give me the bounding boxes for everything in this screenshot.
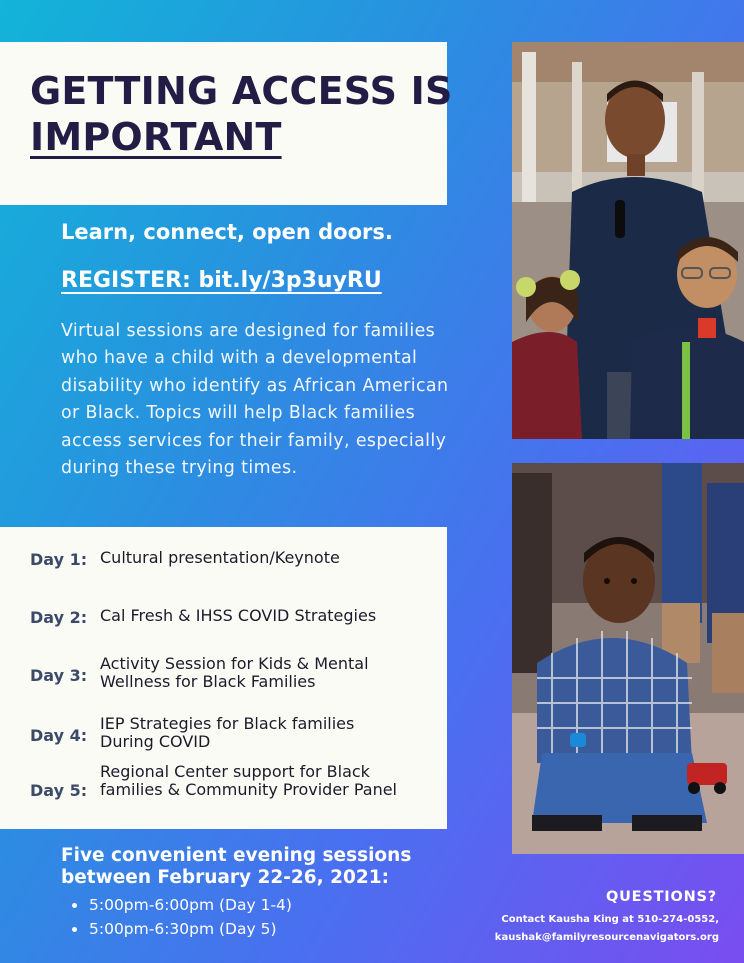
- contact-line-phone: Contact Kausha King at 510-274-0552,: [501, 914, 719, 925]
- day-description: Activity Session for Kids & Mental Wellness for Black Families: [100, 654, 369, 691]
- day-label: Day 1:: [30, 550, 88, 569]
- family-photo-illustration: [512, 42, 744, 439]
- tagline: Learn, connect, open doors.: [61, 220, 393, 244]
- day-description: IEP Strategies for Black families During COVID: [100, 714, 355, 751]
- list-item: [61, 893, 292, 917]
- page-title-line-1: GETTING ACCESS IS: [30, 69, 453, 113]
- day-description: Cultural presentation/Keynote: [100, 548, 340, 567]
- day-label: Day 2:: [30, 608, 88, 627]
- day-label: Day 5:: [30, 781, 88, 800]
- session-time: 5:00pm-6:30pm (Day 5): [89, 920, 277, 938]
- day-label: Day 3:: [30, 666, 88, 685]
- day-description: Regional Center support for Black families & Community Provider Panel: [100, 762, 397, 799]
- register-link[interactable]: REGISTER: bit.ly/3p3uyRU: [61, 268, 382, 293]
- contact-info: [495, 911, 719, 947]
- session-time: 5:00pm-6:00pm (Day 1-4): [89, 896, 292, 914]
- list-item: [61, 917, 292, 941]
- family-photo: [512, 42, 744, 439]
- title-panel: [0, 42, 453, 205]
- child-photo: [512, 463, 744, 854]
- bullet-icon: [72, 903, 77, 908]
- child-photo-illustration: [512, 463, 744, 854]
- schedule-panel: [0, 527, 447, 829]
- bullet-icon: [72, 927, 77, 932]
- questions-heading: QUESTIONS?: [605, 889, 717, 905]
- description-paragraph: Virtual sessions are designed for families who have a child with a developmental disability who identify as African American or Black. Topics will help Black families access services for their family, especially during these trying times.: [61, 321, 449, 479]
- session-times-list: [61, 893, 292, 941]
- contact-line-email[interactable]: kaushak@familyresourcenavigators.org: [494, 932, 719, 943]
- sessions-heading: Five convenient evening sessions between February 22-26, 2021:: [61, 845, 412, 888]
- day-description: Cal Fresh & IHSS COVID Strategies: [100, 606, 377, 625]
- page-title-line-2: IMPORTANT: [30, 115, 282, 159]
- day-label: Day 4:: [30, 726, 88, 745]
